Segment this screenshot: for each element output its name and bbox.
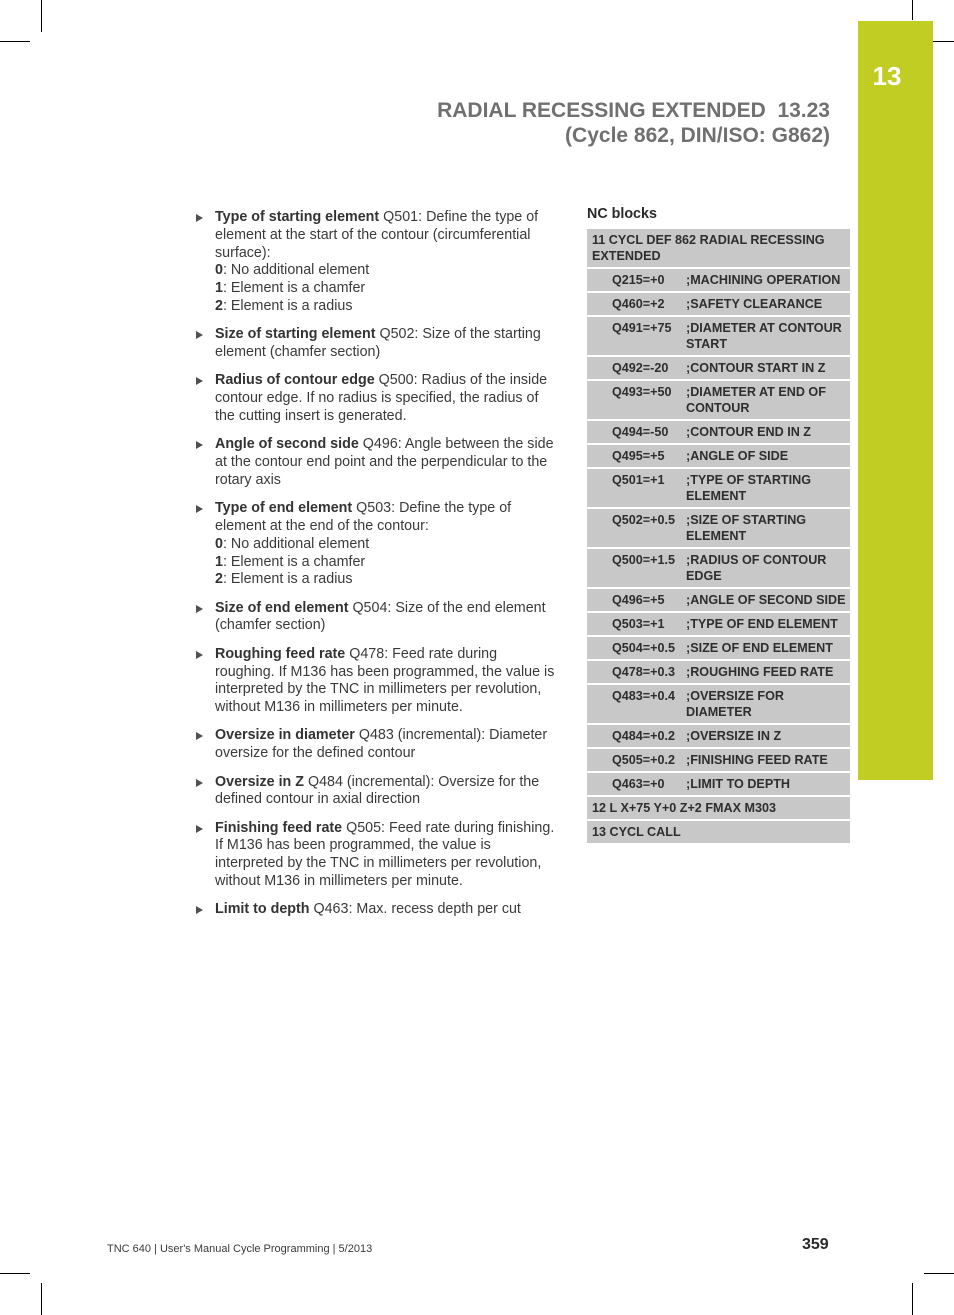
nc-block-head: 11 CYCL DEF 862 RADIAL RECESSING EXTENDED [587, 229, 850, 269]
parameter-item [196, 500, 558, 589]
nc-param-value: Q463=+0 [612, 777, 665, 791]
bullet-arrow-icon [196, 605, 203, 613]
page-title [437, 99, 830, 123]
bullet-arrow-icon [196, 779, 203, 787]
bullet-arrow-icon [196, 825, 203, 833]
nc-param-comment: ;ROUGHING FEED RATE [686, 665, 834, 679]
parameter-desc: Q504: Size of the end element (chamfer section) [215, 599, 546, 634]
option-key: 1 [215, 553, 223, 570]
nc-param-value: Q500=+1.5 [612, 553, 676, 567]
option-text: : No additional element [222, 262, 370, 279]
crop-mark [924, 1273, 954, 1274]
parameter-option [215, 262, 558, 280]
parameter-desc: Q484 (incremental): Oversize for the defined contour in axial direction [215, 773, 540, 808]
option-text: : Element is a chamfer [222, 280, 366, 297]
nc-param-value: Q494=-50 [612, 425, 669, 439]
parameter-desc: Q478: Feed rate during roughing. If M136 has been programmed, the value is interpreted by the TNC in millimeters per revolution, without M136 in millimeters per minute. [215, 645, 555, 716]
chapter-number: 13 [872, 61, 902, 91]
nc-param-value: Q491=+75 [612, 321, 672, 335]
nc-param-row [587, 509, 850, 549]
parameter-name: Radius of contour edge [215, 372, 375, 389]
nc-param-row [587, 357, 850, 381]
chapter-tab [858, 21, 933, 780]
crop-mark [41, 1283, 42, 1315]
nc-param-value: Q495=+5 [612, 449, 665, 463]
option-key: 0 [215, 535, 223, 552]
crop-mark [0, 1273, 30, 1274]
parameter-item [196, 372, 558, 425]
nc-blocks-title: NC blocks [587, 206, 657, 222]
parameter-option [215, 298, 558, 316]
nc-param-value: Q460=+2 [612, 297, 665, 311]
option-key: 0 [215, 262, 223, 279]
parameter-name: Size of starting element [215, 326, 376, 343]
bullet-arrow-icon [196, 505, 203, 513]
parameter-item [196, 727, 558, 763]
parameter-option [215, 536, 558, 554]
nc-param-row [587, 773, 850, 797]
section-number: 13.23 [777, 99, 830, 122]
parameter-item [196, 209, 558, 316]
parameter-item [196, 326, 558, 362]
option-key: 1 [215, 280, 223, 297]
nc-block-line: 13 CYCL CALL [587, 821, 850, 845]
parameter-name: Oversize in diameter [215, 727, 355, 744]
parameter-item [196, 820, 558, 891]
nc-param-comment: ;CONTOUR START IN Z [686, 361, 826, 375]
parameter-name: Roughing feed rate [215, 645, 346, 662]
nc-param-row [587, 725, 850, 749]
parameter-desc: Q483 (incremental): Diameter oversize for the defined contour [215, 727, 548, 762]
parameter-item [196, 600, 558, 636]
nc-param-comment: ;ANGLE OF SECOND SIDE [686, 593, 846, 607]
parameter-option [215, 554, 558, 572]
parameter-name: Limit to depth [215, 901, 310, 918]
parameter-list [196, 209, 558, 930]
parameter-name: Type of starting element [215, 209, 380, 225]
nc-param-value: Q493=+50 [612, 385, 672, 399]
nc-param-value: Q483=+0.4 [612, 689, 676, 703]
nc-param-comment: ;ANGLE OF SIDE [686, 449, 789, 463]
nc-param-comment: ;LIMIT TO DEPTH [686, 777, 791, 791]
crop-mark [0, 41, 30, 42]
nc-param-value: Q496=+5 [612, 593, 665, 607]
bullet-arrow-icon [196, 651, 203, 659]
parameter-option [215, 571, 558, 589]
parameter-name: Finishing feed rate [215, 819, 343, 836]
option-text: : Element is a chamfer [222, 553, 366, 570]
nc-param-value: Q502=+0.5 [612, 513, 676, 527]
parameter-name: Type of end element [215, 500, 353, 517]
nc-param-comment: ;DIAMETER AT CONTOUR START [686, 321, 842, 351]
nc-param-row [587, 469, 850, 509]
parameter-name: Oversize in Z [215, 773, 304, 790]
footer-text: TNC 640 | User's Manual Cycle Programming | 5/2013 [107, 1243, 373, 1255]
nc-tail-rows [587, 797, 850, 845]
parameter-item [196, 436, 558, 489]
bullet-arrow-icon [196, 377, 203, 385]
nc-param-row [587, 749, 850, 773]
parameter-item [196, 646, 558, 717]
nc-param-comment: ;SAFETY CLEARANCE [686, 297, 823, 311]
nc-param-value: Q504=+0.5 [612, 641, 676, 655]
crop-mark [41, 0, 42, 32]
nc-param-comment: ;TYPE OF END ELEMENT [686, 617, 838, 631]
crop-mark [912, 1283, 913, 1315]
parameter-item [196, 774, 558, 810]
option-text: : Element is a radius [222, 297, 353, 314]
option-text: : No additional element [222, 535, 370, 552]
nc-param-comment: ;TYPE OF STARTING ELEMENT [686, 473, 812, 503]
parameter-option [215, 280, 558, 298]
nc-param-row [587, 549, 850, 589]
nc-param-comment: ;DIAMETER AT END OF CONTOUR [686, 385, 826, 415]
nc-param-row [587, 685, 850, 725]
parameter-desc: Q500: Radius of the inside contour edge. If no radius is specified, the radius of the cutting insert is generated. [215, 372, 548, 424]
nc-param-rows [587, 269, 850, 797]
parameter-desc: Q503: Define the type of element at the end of the contour: [215, 500, 512, 534]
nc-param-value: Q501=+1 [612, 473, 665, 487]
parameter-desc: Q496: Angle between the side at the contour end point and the perpendicular to the rotary axis [215, 436, 554, 488]
nc-param-row [587, 661, 850, 685]
option-key: 2 [215, 297, 223, 314]
nc-param-row [587, 293, 850, 317]
nc-param-comment: ;SIZE OF END ELEMENT [686, 641, 833, 655]
nc-param-row [587, 269, 850, 293]
title-text: RADIAL RECESSING EXTENDED [437, 99, 766, 122]
option-key: 2 [215, 571, 223, 588]
nc-param-value: Q215=+0 [612, 273, 665, 287]
nc-param-row [587, 637, 850, 661]
parameter-desc: Q501: Define the type of element at the start of the contour (circumferential surface): [215, 209, 539, 261]
bullet-arrow-icon [196, 441, 203, 449]
parameter-desc: Q505: Feed rate during finishing. If M136 has been programmed, the value is interpreted by the TNC in millimeters per revolution, without M136 in millimeters per minute. [215, 819, 555, 889]
nc-param-value: Q484=+0.2 [612, 729, 676, 743]
nc-param-row [587, 445, 850, 469]
nc-blocks-table [587, 229, 850, 845]
bullet-arrow-icon [196, 906, 203, 914]
nc-param-row [587, 381, 850, 421]
nc-param-comment: ;OVERSIZE FOR DIAMETER [686, 689, 784, 719]
bullet-arrow-icon [196, 214, 203, 222]
parameter-name: Size of end element [215, 599, 349, 616]
parameter-item [196, 901, 558, 919]
nc-param-row [587, 317, 850, 357]
nc-param-comment: ;MACHINING OPERATION [686, 273, 841, 287]
nc-param-comment: ;OVERSIZE IN Z [686, 729, 782, 743]
crop-mark [912, 0, 913, 20]
parameter-desc: Q463: Max. recess depth per cut [309, 901, 521, 918]
nc-param-row [587, 613, 850, 637]
bullet-arrow-icon [196, 732, 203, 740]
nc-param-comment: ;SIZE OF STARTING ELEMENT [686, 513, 807, 543]
nc-param-row [587, 589, 850, 613]
nc-param-comment: ;FINISHING FEED RATE [686, 753, 828, 767]
nc-block-line: 12 L X+75 Y+0 Z+2 FMAX M303 [587, 797, 850, 821]
option-text: : Element is a radius [222, 571, 353, 588]
bullet-arrow-icon [196, 331, 203, 339]
nc-param-value: Q478=+0.3 [612, 665, 676, 679]
nc-param-comment: ;CONTOUR END IN Z [686, 425, 812, 439]
nc-param-value: Q503=+1 [612, 617, 665, 631]
nc-param-comment: ;RADIUS OF CONTOUR EDGE [686, 553, 827, 583]
page-subtitle: (Cycle 862, DIN/ISO: G862) [565, 124, 830, 147]
parameter-name: Angle of second side [215, 436, 359, 453]
page-number: 359 [802, 1236, 829, 1253]
nc-param-value: Q492=-20 [612, 361, 669, 375]
nc-param-row [587, 421, 850, 445]
nc-param-value: Q505=+0.2 [612, 753, 676, 767]
parameter-desc: Q502: Size of the starting element (chamfer section) [215, 326, 541, 361]
